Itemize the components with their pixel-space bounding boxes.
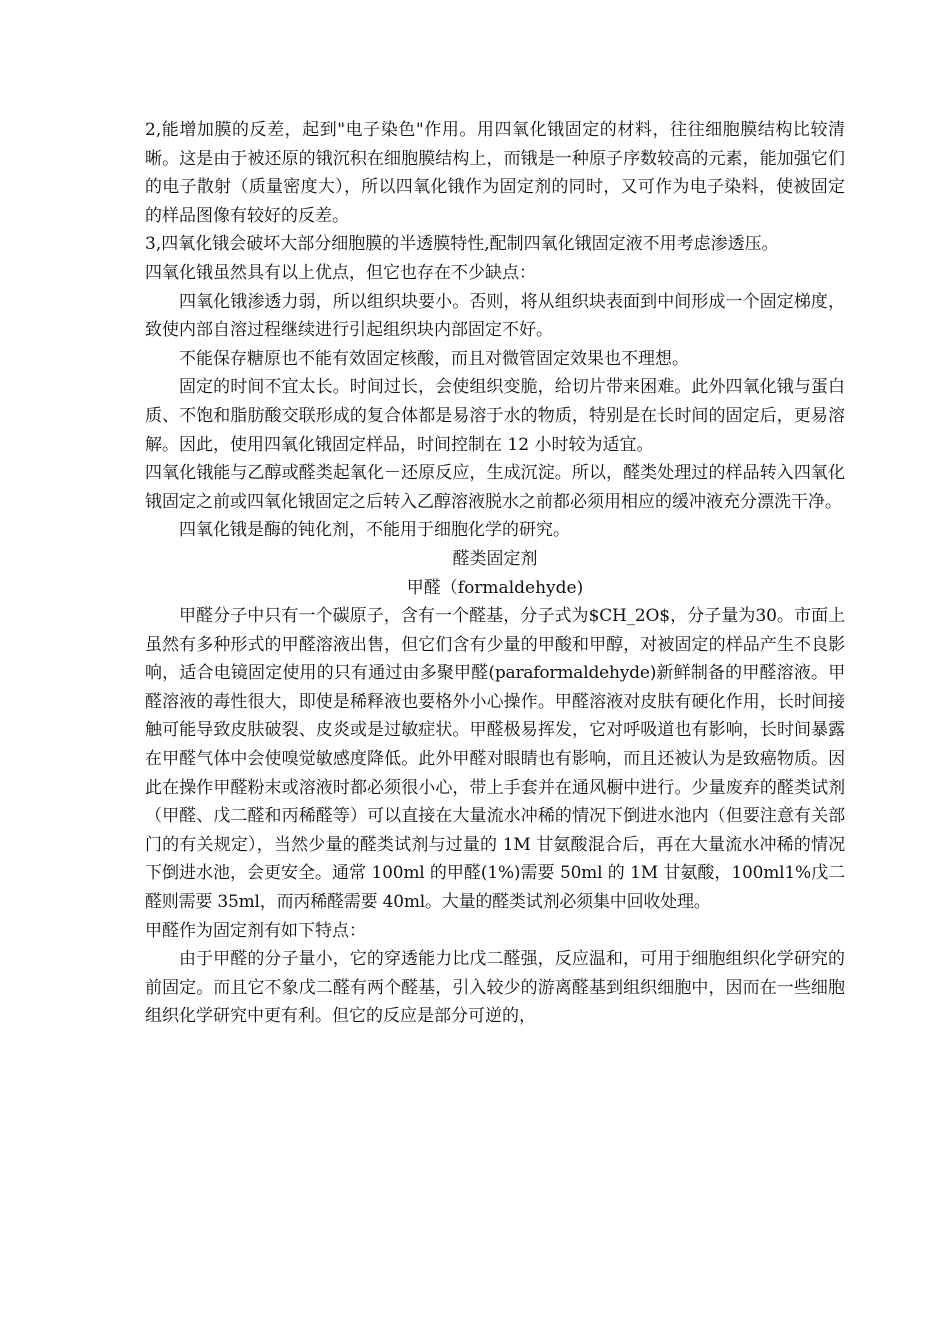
paragraph-osmium-drawbacks-intro: 四氧化锇虽然具有以上优点，但它也存在不少缺点：	[145, 262, 536, 283]
document-page	[145, 116, 845, 1031]
paragraph-osmium-penetration: 四氧化锇渗透力弱，所以组织块要小。否则，将从组织块表面到中间形成一个固定梯度，致使内部自溶过程继续进行引起组织块内部固定不好。	[145, 291, 845, 341]
section-heading-formaldehyde: 甲醛（formaldehyde)	[406, 577, 584, 598]
paragraph-formaldehyde-features: 由于甲醛的分子量小，它的穿透能力比戊二醛强，反应温和，可用于细胞组织化学研究的前固定。而且它不象戊二醛有两个醛基，引入较少的游离醛基到组织细胞中，因而在一些细胞组织化学研究中更有利。但它的反应是部分可逆的，	[145, 949, 845, 1027]
paragraph-osmium-ethanol-reaction: 四氧化锇能与乙醇或醛类起氧化－还原反应，生成沉淀。所以，醛类处理过的样品转入四氧化锇固定之前或四氧化锇固定之后转入乙醇溶液脱水之前都必须用相应的缓冲液充分漂洗干净。	[145, 463, 845, 512]
paragraph-osmium-contrast: 2,能增加膜的反差，起到"电子染色"作用。用四氧化锇固定的材料，往往细胞膜结构比较清晰。这是由于被还原的锇沉积在细胞膜结构上，而锇是一种原子序数较高的元素，能加强它们的电子散射（质量密度大），所以四氧化锇作为固定剂的同时，又可作为电子染料，使被固定的样品图像有较好的反差。	[145, 120, 845, 226]
paragraph-osmium-permeability: 3,四氧化锇会破坏大部分细胞膜的半透膜特性,配制四氧化锇固定液不用考虑渗透压。	[145, 234, 779, 255]
paragraph-osmium-glycogen: 不能保存糖原也不能有效固定核酸，而且对微管固定效果也不理想。	[179, 348, 689, 369]
paragraph-formaldehyde-features-intro: 甲醛作为固定剂有如下特点：	[145, 920, 366, 941]
paragraph-osmium-fixation-time: 固定的时间不宜太长。时间过长，会使组织变脆，给切片带来困难。此外四氧化锇与蛋白质、不饱和脂肪酸交联形成的复合体都是易溶于水的物质，特别是在长时间的固定后，更易溶解。因此，使用四氧化锇固定样品，时间控制在 12 小时较为适宜。	[145, 377, 845, 455]
paragraph-formaldehyde-description: 甲醛分子中只有一个碳原子，含有一个醛基，分子式为$CH_2O$，分子量为30。市面上虽然有多种形式的甲醛溶液出售，但它们含有少量的甲酸和甲醇，对被固定的样品产生不良影响，适合电镜固定使用的只有通过由多聚甲醛(paraformaldehyde)新鲜制备的甲醛溶液。甲醛溶液的毒性很大，即使是稀释液也要格外小心操作。甲醛溶液对皮肤有硬化作用，长时间接触可能导致皮肤破裂、皮炎或是过敏症状。甲醛极易挥发，它对呼吸道也有影响，长时间暴露在甲醛气体中会使嗅觉敏感度降低。此外甲醛对眼睛也有影响，而且还被认为是致癌物质。因此在操作甲醛粉末或溶液时都必须很小心，带上手套并在通风橱中进行。少量废弃的醛类试剂（甲醛、戊二醛和丙稀醛等）可以直接在大量流水冲稀的情况下倒进水池内（但要注意有关部门的有关规定），当然少量的醛类试剂与过量的 1M 甘氨酸混合后，再在大量流水冲稀的情况下倒进水池，会更安全。通常 100ml 的甲醛(1%)需要 50ml 的 1M 甘氨酸，100ml1%戊二醛则需要 35ml，而丙稀醛需要 40ml。大量的醛类试剂必须集中回收处理。	[145, 606, 845, 913]
paragraph-osmium-enzyme: 四氧化锇是酶的钝化剂，不能用于细胞化学的研究。	[179, 520, 570, 541]
section-heading-aldehyde-fixatives: 醛类固定剂	[452, 548, 538, 569]
